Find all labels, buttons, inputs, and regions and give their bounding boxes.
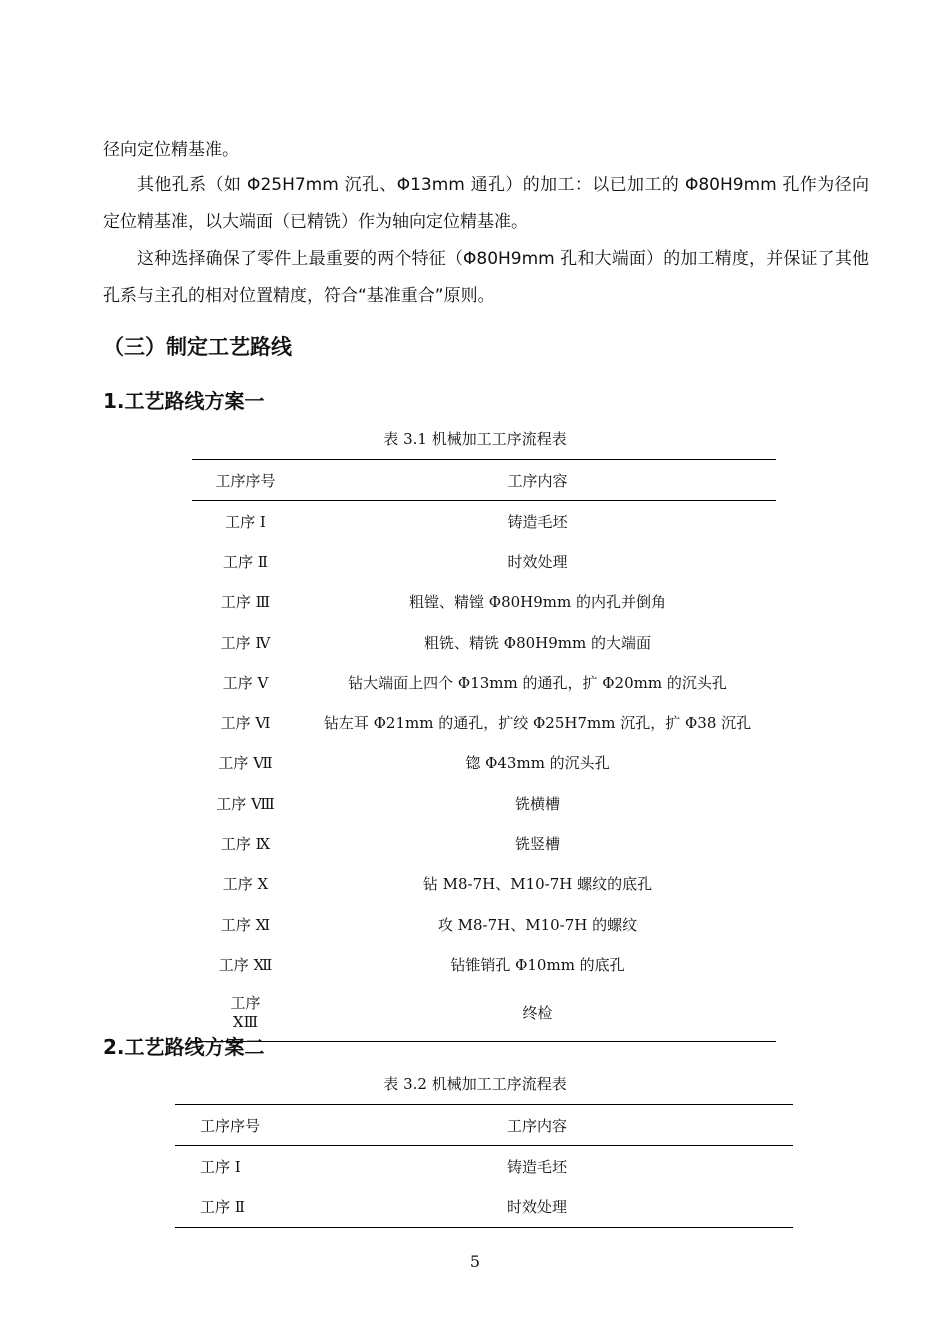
content-cell: 钻锥销孔 Φ10mm 的底孔 [450,955,625,974]
content-cell: 时效处理 [506,1197,567,1216]
content-cell: 铣竖槽 [514,835,560,854]
table1-caption: 表 3.1 机械加工工序流程表 [383,430,567,448]
table-row [192,985,776,1042]
paragraph-3: 这种选择确保了零件上最重要的两个特征（Φ80H9mm 孔和大端面）的加工精度，并保证了其他孔系与主孔的相对位置精度，符合“基准重合”原则。 [103,249,869,306]
section-heading: （三）制定工艺路线 [103,335,292,359]
table-header-row [175,1105,793,1146]
table-row [192,702,776,742]
content-cell: 锪 Φ43mm 的沉头孔 [465,754,610,773]
header-step-no: 工序序号 [215,471,276,490]
content-cell: 铸造毛坯 [507,512,568,531]
table-row [192,743,776,783]
step-cell: 工序 Ⅴ [222,673,269,692]
table-row [175,1146,793,1187]
table-row [192,904,776,944]
step-cell: 工序 Ⅱ [200,1197,245,1216]
content-cell: 粗镗、精镗 Φ80H9mm 的内孔并倒角 [409,593,666,612]
header-step-no: 工序序号 [200,1116,261,1135]
step-cell: 工序 Ⅶ [218,754,273,773]
table-row [192,864,776,904]
process-table-2 [175,1104,793,1228]
table-row [192,501,776,542]
table-row [192,622,776,662]
content-cell: 时效处理 [507,552,568,571]
paragraph-1: 径向定位精基准。 [103,140,239,160]
step-cell: 工序 Ⅹ [222,875,269,894]
header-step-content: 工序内容 [506,1116,567,1135]
process-table-1 [192,459,776,1042]
step-cell: 工序 Ⅳ [220,633,271,652]
content-cell: 钻大端面上四个 Φ13mm 的通孔，扩 Φ20mm 的沉头孔 [348,673,727,692]
table-row [192,541,776,581]
plan1-heading: 1.工艺路线方案一 [103,389,265,413]
content-cell: 粗铣、精铣 Φ80H9mm 的大端面 [424,633,651,652]
table-row [192,662,776,702]
table-row [192,783,776,823]
step-cell: 工序 Ⅷ [216,794,275,813]
step-cell: 工序 Ⅱ [223,552,268,571]
step-cell: 工序 Ⅵ [220,714,271,733]
step-line-1: 工序 [230,993,261,1012]
table-row [192,944,776,984]
step-cell: 工序 Ⅺ [220,915,271,934]
page-number: 5 [469,1252,481,1271]
step-cell: 工序 Ⅰ [225,512,266,531]
step-cell: 工序 Ⅻ [218,955,273,974]
table-row [175,1186,793,1227]
step-cell: 工序 Ⅲ [220,593,271,612]
content-cell: 攻 M8-7H、M10-7H 的螺纹 [437,915,638,934]
table-header-row [192,460,776,501]
step-cell: 工序 Ⅸ [220,835,271,854]
table-row [192,582,776,622]
content-cell: 铣横槽 [514,794,560,813]
header-step-content: 工序内容 [507,471,568,490]
content-cell: 铸造毛坯 [506,1157,567,1176]
content-cell: 终检 [522,1004,553,1023]
step-cell: 工序 Ⅰ [200,1157,241,1176]
table-row [192,823,776,863]
table2-caption: 表 3.2 机械加工工序流程表 [383,1075,567,1093]
plan2-heading: 2.工艺路线方案二 [103,1035,265,1059]
content-cell: 钻 M8-7H、M10-7H 螺纹的底孔 [422,875,653,894]
paragraph-2: 其他孔系（如 Φ25H7mm 沉孔、Φ13mm 通孔）的加工：以已加工的 Φ80H9mm 孔作为径向定位精基准，以大端面（已精铣）作为轴向定位精基准。 [103,175,869,232]
content-cell: 钻左耳 Φ21mm 的通孔，扩绞 Φ25H7mm 沉孔，扩 Φ38 沉孔 [323,714,752,733]
step-line-2: ⅩⅢ [232,1012,259,1031]
